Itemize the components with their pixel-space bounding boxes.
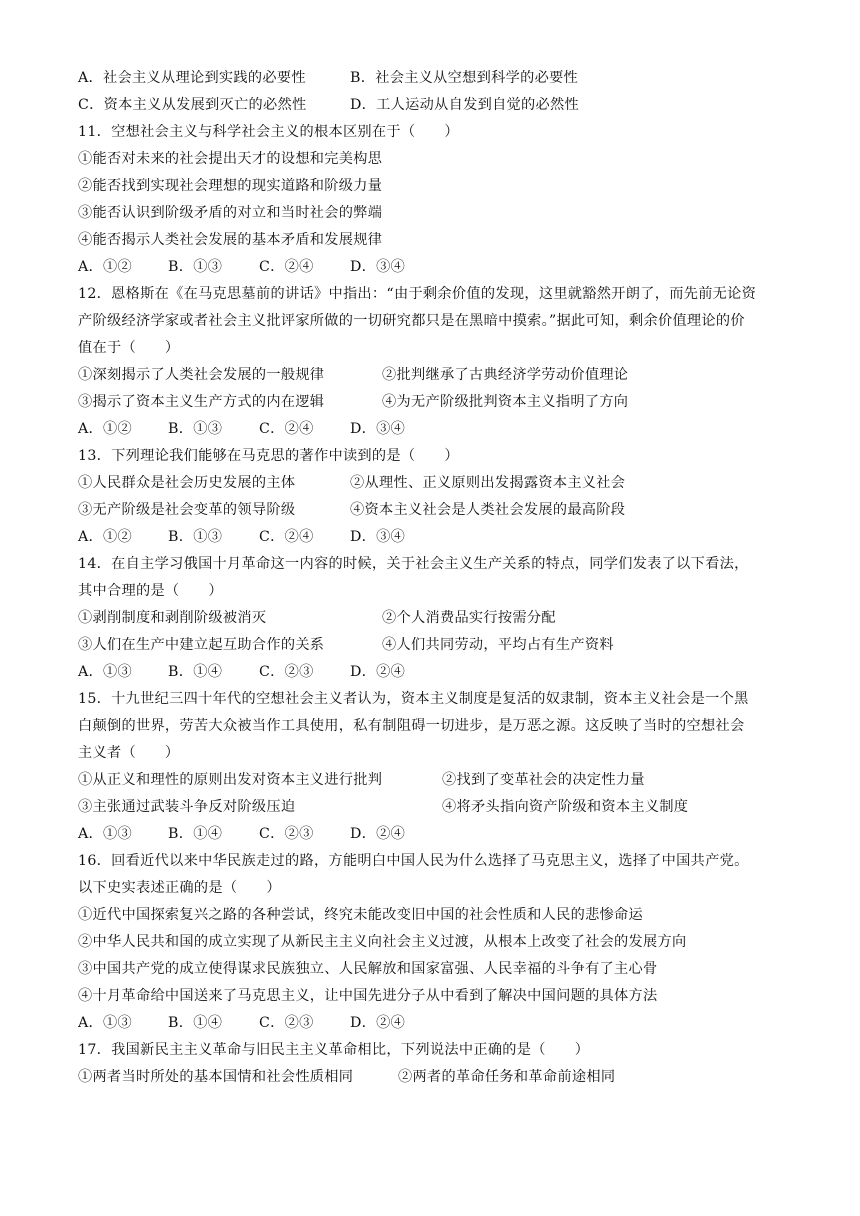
q13-statement-3: ③无产阶级是社会变革的领导阶级 — [78, 502, 296, 518]
q13-option-b: B．①③ — [168, 529, 223, 545]
q16-stem-line2: 以下史实表述正确的是（ ） — [78, 880, 281, 896]
q13-statements-row1 — [78, 473, 626, 493]
q15-option-b: B．①④ — [168, 826, 223, 842]
q13-option-c: C．②④ — [259, 529, 314, 545]
q14-statement-4: ④人们共同劳动，平均占有生产资料 — [382, 637, 614, 653]
q16-statement-3: ③中国共产党的成立使得谋求民族独立、人民解放和国家富强、人民幸福的斗争有了主心骨 — [78, 961, 658, 977]
q11-statement-3: ③能否认识到阶级矛盾的对立和当时社会的弊端 — [78, 205, 383, 221]
q12-statements-row1 — [78, 365, 629, 385]
q12-option-a: A．①② — [78, 421, 133, 437]
q14-option-d: D．②④ — [350, 664, 406, 680]
q10-option-d: D．工人运动从自发到自觉的必然性 — [350, 97, 579, 113]
q13-statements-row2 — [78, 500, 626, 520]
q14-stem-line1: 14．在自主学习俄国十月革命这一内容的时候，关于社会主义生产关系的特点，同学们发表了以下看法， — [78, 556, 749, 572]
q15-stem-line3: 主义者（ ） — [78, 745, 180, 761]
q11-statement-2: ②能否找到实现社会理想的现实道路和阶级力量 — [78, 178, 383, 194]
q14-stem-line2: 其中合理的是（ ） — [78, 583, 223, 599]
q15-statements-row2 — [78, 797, 689, 817]
q16-statement-4: ④十月革命给中国送来了马克思主义，让中国先进分子从中看到了解决中国问题的具体方法 — [78, 988, 658, 1004]
q13-option-a: A．①② — [78, 529, 133, 545]
q12-option-c: C．②④ — [259, 421, 314, 437]
q16-option-a: A．①③ — [78, 1015, 133, 1031]
q16-statement-2: ②中华人民共和国的成立实现了从新民主主义向社会主义过渡，从根本上改变了社会的发展方向 — [78, 934, 687, 950]
q11-option-b: B．①③ — [168, 259, 223, 275]
q10-option-b: B．社会主义从空想到科学的必要性 — [350, 70, 579, 86]
q14-option-c: C．②③ — [259, 664, 314, 680]
q12-statement-3: ③揭示了资本主义生产方式的内在逻辑 — [78, 394, 325, 410]
q13-statement-2: ②从理性、正义原则出发揭露资本主义社会 — [350, 475, 626, 491]
q12-option-b: B．①③ — [168, 421, 223, 437]
q13-stem: 13．下列理论我们能够在马克思的著作中读到的是（ ） — [78, 448, 459, 464]
q12-statement-2: ②批判继承了古典经济学劳动价值理论 — [382, 367, 629, 383]
q15-option-d: D．②④ — [350, 826, 406, 842]
q12-stem-line2: 产阶级经济学家或者社会主义批评家所做的一切研究都只是在黑暗中摸索。”据此可知，剩余价值理论的价 — [78, 313, 745, 329]
q15-statement-3: ③主张通过武装斗争反对阶级压迫 — [78, 799, 296, 815]
q13-statement-4: ④资本主义社会是人类社会发展的最高阶段 — [350, 502, 626, 518]
q10-option-c: C．资本主义从发展到灭亡的必然性 — [78, 97, 307, 113]
q11-option-c: C．②④ — [259, 259, 314, 275]
q11-statement-4: ④能否揭示人类社会发展的基本矛盾和发展规律 — [78, 232, 383, 248]
q14-statement-1: ①剥削制度和剥削阶级被消灭 — [78, 610, 267, 626]
q10-options-row2 — [78, 95, 579, 115]
q14-option-b: B．①④ — [168, 664, 223, 680]
q12-statement-1: ①深刻揭示了人类社会发展的一般规律 — [78, 367, 325, 383]
q10-options-row1 — [78, 68, 579, 88]
q11-option-a: A．①② — [78, 259, 133, 275]
q17-statement-1: ①两者当时所处的基本国情和社会性质相同 — [78, 1069, 354, 1085]
q14-statements-row2 — [78, 635, 614, 655]
q15-stem-line2: 白颠倒的世界，劳苦大众被当作工具使用，私有制阻碍一切进步，是万恶之源。这反映了当时的空想社会 — [78, 718, 745, 734]
q16-option-c: C．②③ — [259, 1015, 314, 1031]
q16-stem-line1: 16．回看近代以来中华民族走过的路，方能明白中国人民为什么选择了马克思主义，选择了中国共产党。 — [78, 853, 749, 869]
q11-statement-1: ①能否对未来的社会提出天才的设想和完美构思 — [78, 151, 383, 167]
q14-statement-2: ②个人消费品实行按需分配 — [382, 610, 556, 626]
q15-statement-2: ②找到了变革社会的决定性力量 — [442, 772, 645, 788]
q12-option-d: D．③④ — [350, 421, 406, 437]
q16-option-b: B．①④ — [168, 1015, 223, 1031]
q12-stem-line1: 12．恩格斯在《在马克思墓前的讲话》中指出：“由于剩余价值的发现，这里就豁然开朗了，而先前无论资 — [78, 286, 757, 302]
q15-statements-row1 — [78, 770, 645, 790]
q11-stem: 11．空想社会主义与科学社会主义的根本区别在于（ ） — [78, 124, 459, 140]
q16-statement-1: ①近代中国探索复兴之路的各种尝试，终究未能改变旧中国的社会性质和人民的悲惨命运 — [78, 907, 644, 923]
q12-stem-line3: 值在于（ ） — [78, 340, 180, 356]
q14-statements-row1 — [78, 608, 556, 628]
q14-option-a: A．①③ — [78, 664, 133, 680]
q13-option-d: D．③④ — [350, 529, 406, 545]
q14-statement-3: ③人们在生产中建立起互助合作的关系 — [78, 637, 325, 653]
q15-stem-line1: 15．十九世纪三四十年代的空想社会主义者认为，资本主义制度是复活的奴隶制，资本主义社会是一个黑 — [78, 691, 749, 707]
q15-option-c: C．②③ — [259, 826, 314, 842]
q12-statement-4: ④为无产阶级批判资本主义指明了方向 — [382, 394, 629, 410]
q12-statements-row2 — [78, 392, 629, 412]
q16-option-d: D．②④ — [350, 1015, 406, 1031]
q15-statement-4: ④将矛头指向资产阶级和资本主义制度 — [442, 799, 689, 815]
q15-statement-1: ①从正义和理性的原则出发对资本主义进行批判 — [78, 772, 383, 788]
q17-stem: 17．我国新民主主义革命与旧民主主义革命相比，下列说法中正确的是（ ） — [78, 1042, 590, 1058]
q17-statements-row1 — [78, 1067, 616, 1087]
q17-statement-2: ②两者的革命任务和革命前途相同 — [398, 1069, 616, 1085]
q13-statement-1: ①人民群众是社会历史发展的主体 — [78, 475, 296, 491]
q11-option-d: D．③④ — [350, 259, 406, 275]
q15-option-a: A．①③ — [78, 826, 133, 842]
q10-option-a: A．社会主义从理论到实践的必要性 — [78, 70, 306, 86]
